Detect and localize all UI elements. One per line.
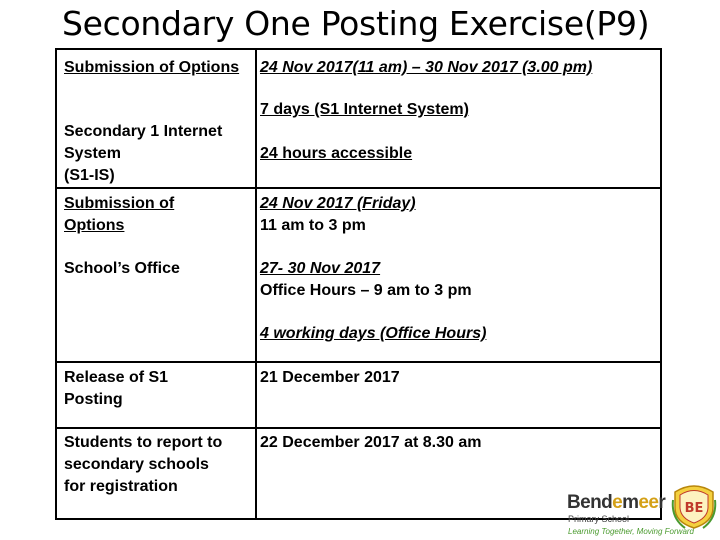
school-crest-icon [671,478,717,530]
row-divider [57,361,660,363]
row-label-submission-options: Submission of Options [64,59,240,76]
row-value-22-december: 22 December 2017 at 8.30 am [260,434,482,451]
row-value-friday: 24 Nov 2017 (Friday) [260,195,416,212]
row-label-submission-options-2: Submission of Options [64,195,175,234]
slide-title: Secondary One Posting Exercise(P9) [62,4,650,43]
logo-motto: Learning Together, Moving Forward [568,527,694,536]
row-label-schools-office: School’s Office [64,260,180,277]
row-value-11-to-3: 11 am to 3 pm [260,217,366,234]
posting-table [55,48,662,520]
row-value-4-working-days: 4 working days (Office Hours) [260,325,487,342]
svg-text:BE: BE [684,501,704,516]
row-divider [57,187,660,189]
school-logo [565,478,720,540]
logo-subtitle: Primary School [568,514,630,524]
logo-school-name: Bendemeer [567,492,666,513]
row-value-office-hours: Office Hours – 9 am to 3 pm [260,282,472,299]
row-value-24-hours: 24 hours accessible [260,145,413,162]
row-value-27-30-nov: 27- 30 Nov 2017 [260,260,381,277]
row-value-21-december: 21 December 2017 [260,369,400,386]
row-value-submission-dates: 24 Nov 2017(11 am) – 30 Nov 2017 (3.00 pm) [260,59,593,76]
row-divider [57,427,660,429]
row-label-students-report: Students to report to secondary schools for registration [64,434,223,495]
column-divider [255,50,257,518]
row-label-s1-internet-system: Secondary 1 Internet System (S1-IS) [64,123,223,184]
row-label-release-posting: Release of S1 Posting [64,369,169,408]
row-value-7-days: 7 days (S1 Internet System) [260,101,469,118]
